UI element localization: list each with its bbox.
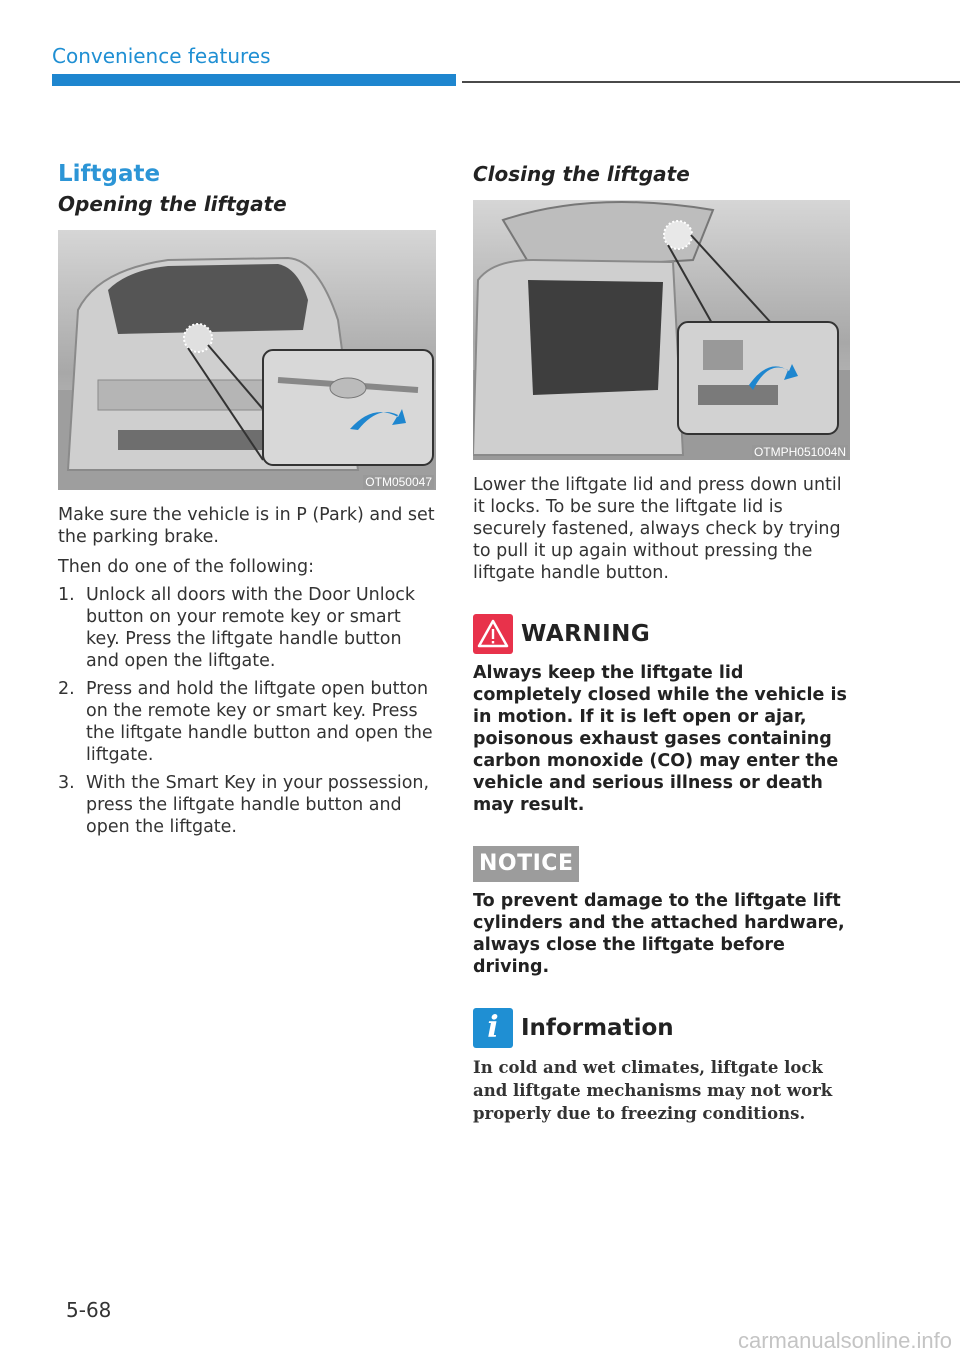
information-icon: i bbox=[473, 1008, 513, 1048]
warning-triangle-icon bbox=[473, 614, 513, 654]
figure-code: OTMPH051004N bbox=[753, 445, 846, 459]
open-liftgate-illustration bbox=[473, 200, 850, 460]
step-number: 3. bbox=[58, 773, 75, 793]
step-number: 2. bbox=[58, 679, 75, 699]
opening-figure bbox=[58, 230, 436, 490]
step-text: With the Smart Key in your possession, press the liftgate handle button and open the liftgate. bbox=[86, 773, 430, 837]
information-header bbox=[473, 1008, 853, 1048]
left-column bbox=[58, 160, 438, 844]
header-section-title: Convenience features bbox=[52, 44, 271, 68]
opening-steps bbox=[58, 584, 438, 838]
warning-label: WARNING bbox=[521, 621, 651, 647]
opening-intro: Make sure the vehicle is in P (Park) and set the parking brake. bbox=[58, 505, 435, 547]
watermark: carmanualsonline.info bbox=[737, 1328, 952, 1353]
section-title: Liftgate bbox=[58, 161, 161, 187]
warning-text: Always keep the liftgate lid completely closed while the vehicle is in motion. If it is left open or ajar, poisonous exhaust gases containing carbon monoxide (CO) may enter the vehicle and serious illness or death may result. bbox=[473, 663, 847, 815]
warning-header bbox=[473, 614, 853, 654]
header-accent-bar bbox=[52, 74, 456, 86]
opening-subtitle: Opening the liftgate bbox=[58, 192, 287, 216]
right-column bbox=[473, 160, 853, 1125]
notice-label: NOTICE bbox=[473, 846, 579, 882]
information-text: In cold and wet climates, liftgate lock and liftgate mechanisms may not work properly due to freezing conditions. bbox=[473, 1058, 833, 1123]
step-text: Unlock all doors with the Door Unlock button on your remote key or smart key. Press the liftgate handle button and open the liftgate. bbox=[86, 585, 416, 671]
notice-text: To prevent damage to the liftgate lift cylinders and the attached hardware, always close the liftgate before driving. bbox=[473, 891, 845, 977]
opening-lead: Then do one of the following: bbox=[58, 557, 314, 577]
header-rule bbox=[462, 81, 960, 83]
page-number: 5-68 bbox=[66, 1298, 112, 1322]
closing-subtitle: Closing the liftgate bbox=[473, 162, 690, 186]
closing-figure bbox=[473, 200, 850, 460]
step-text: Press and hold the liftgate open button on the remote key or smart key. Press the liftgate handle button and open the liftgate. bbox=[86, 679, 433, 765]
step-number: 1. bbox=[58, 585, 75, 605]
list-item bbox=[58, 678, 438, 766]
closing-body: Lower the liftgate lid and press down until it locks. To be sure the liftgate lid is securely fastened, always check by trying to pull it up again without pressing the liftgate handle button. bbox=[473, 475, 842, 583]
list-item bbox=[58, 584, 438, 672]
vehicle-rear-illustration bbox=[58, 230, 436, 490]
information-label: Information bbox=[521, 1015, 674, 1041]
figure-code: OTM050047 bbox=[365, 475, 432, 489]
list-item bbox=[58, 772, 438, 838]
